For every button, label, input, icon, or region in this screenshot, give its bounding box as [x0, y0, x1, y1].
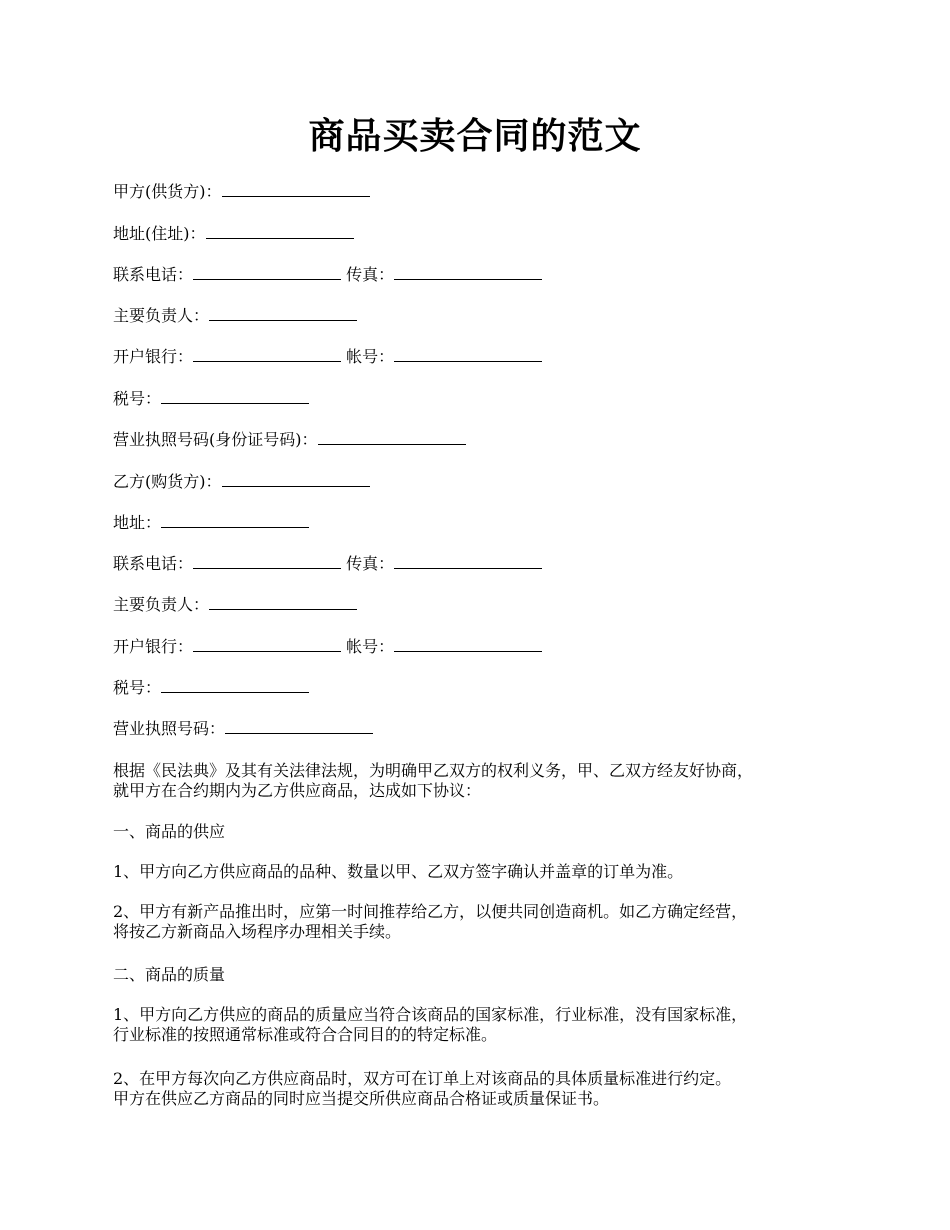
party-a-contact-field[interactable] — [209, 306, 357, 321]
party-a-license-row — [113, 430, 466, 450]
party-a-phone-row — [113, 265, 542, 285]
party-b-tax-label: 税号： — [113, 678, 162, 697]
party-a-fax-label: 传真： — [346, 265, 395, 284]
party-a-tax-row — [113, 389, 309, 409]
party-b-license-field[interactable] — [225, 719, 373, 734]
party-b-address-label: 地址： — [113, 513, 162, 532]
section-2-clause-1-line-1: 1、甲方向乙方供应的商品的质量应当符合该商品的国家标准，行业标准，没有国家标准， — [113, 1005, 748, 1024]
party-b-contact-row — [113, 595, 357, 615]
party-a-bank-label: 开户银行： — [113, 347, 194, 366]
party-b-license-row — [113, 719, 373, 739]
party-b-name-row — [113, 472, 370, 492]
party-b-tax-row — [113, 678, 309, 698]
party-b-bank-field[interactable] — [193, 637, 341, 652]
party-a-tax-label: 税号： — [113, 389, 162, 408]
party-b-phone-field[interactable] — [193, 554, 341, 569]
party-b-account-field[interactable] — [394, 637, 542, 652]
preamble-line-1: 根据《民法典》及其有关法律法规，为明确甲乙双方的权利义务，甲、乙双方经友好协商， — [113, 761, 754, 780]
party-b-bank-label: 开户银行： — [113, 637, 194, 656]
section-1-heading: 一、商品的供应 — [113, 822, 226, 841]
party-b-address-field[interactable] — [161, 513, 309, 528]
party-a-account-field[interactable] — [394, 347, 542, 362]
party-b-license-label: 营业执照号码： — [113, 719, 226, 738]
party-a-account-label: 帐号： — [346, 347, 395, 366]
party-a-license-field[interactable] — [318, 430, 466, 445]
party-b-contact-field[interactable] — [209, 595, 357, 610]
party-a-phone-field[interactable] — [193, 265, 341, 280]
section-2-clause-1 — [113, 1005, 853, 1045]
party-a-name-row — [113, 182, 370, 202]
preamble-paragraph — [113, 761, 853, 801]
page-title: 商品买卖合同的范文 — [308, 115, 642, 157]
party-b-phone-label: 联系电话： — [113, 554, 194, 573]
party-a-address-field[interactable] — [206, 224, 354, 239]
party-a-name-label: 甲方(供货方)： — [113, 182, 222, 201]
section-1-clause-2-line-1: 2、甲方有新产品推出时，应第一时间推荐给乙方，以便共同创造商机。如乙方确定经营， — [113, 902, 748, 921]
preamble-line-2: 就甲方在合约期内为乙方供应商品，达成如下协议： — [113, 781, 482, 800]
party-b-fax-label: 传真： — [346, 554, 395, 573]
party-a-license-label: 营业执照号码(身份证号码)： — [113, 430, 318, 449]
party-b-name-label: 乙方(购货方)： — [113, 472, 222, 491]
party-a-address-label: 地址(住址)： — [113, 224, 206, 243]
section-2-clause-1-line-2: 行业标准的按照通常标准或符合合同目的的特定标准。 — [113, 1025, 498, 1044]
party-b-address-row — [113, 513, 309, 533]
section-2-clause-2-line-1: 2、在甲方每次向乙方供应商品时，双方可在订单上对该商品的具体质量标准进行约定。 — [113, 1069, 732, 1088]
party-b-account-label: 帐号： — [346, 637, 395, 656]
party-a-bank-row — [113, 347, 542, 367]
party-a-contact-row — [113, 306, 357, 326]
party-b-name-field[interactable] — [222, 472, 370, 487]
section-1-clause-1: 1、甲方向乙方供应商品的品种、数量以甲、乙双方签字确认并盖章的订单为准。 — [113, 862, 684, 881]
section-1-clause-2 — [113, 902, 853, 942]
party-b-tax-field[interactable] — [161, 678, 309, 693]
party-a-contact-label: 主要负责人： — [113, 306, 210, 325]
party-b-fax-field[interactable] — [394, 554, 542, 569]
party-a-bank-field[interactable] — [193, 347, 341, 362]
party-a-address-row — [113, 224, 354, 244]
party-b-phone-row — [113, 554, 542, 574]
section-2-heading: 二、商品的质量 — [113, 965, 226, 984]
party-b-contact-label: 主要负责人： — [113, 595, 210, 614]
section-2-clause-2-line-2: 甲方在供应乙方商品的同时应当提交所供应商品合格证或质量保证书。 — [113, 1089, 610, 1108]
party-a-name-field[interactable] — [222, 182, 370, 197]
section-1-clause-2-line-2: 将按乙方新商品入场程序办理相关手续。 — [113, 922, 402, 941]
party-a-fax-field[interactable] — [394, 265, 542, 280]
party-b-bank-row — [113, 637, 542, 657]
party-a-phone-label: 联系电话： — [113, 265, 194, 284]
party-a-tax-field[interactable] — [161, 389, 309, 404]
section-2-clause-2 — [113, 1069, 853, 1109]
